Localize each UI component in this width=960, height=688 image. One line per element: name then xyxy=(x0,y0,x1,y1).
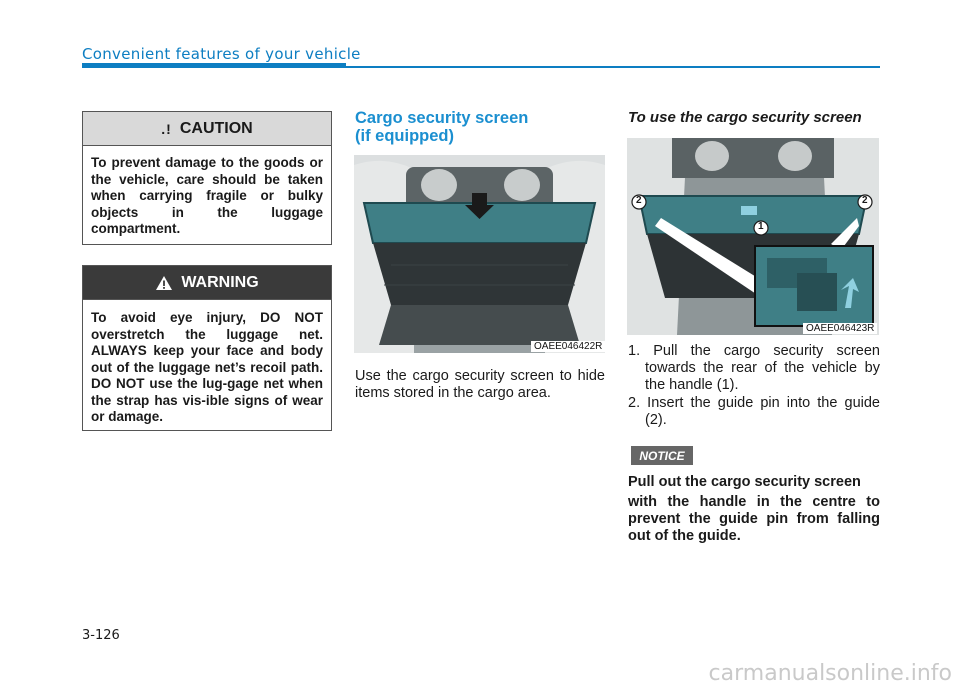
warning-triangle-icon xyxy=(155,275,173,291)
notice-badge: NOTICE xyxy=(631,446,693,465)
cargo-area-illustration xyxy=(354,155,605,353)
figure-code: OAEE046422R xyxy=(531,341,605,352)
warning-text: To avoid eye injury, DO NOT overstretch the luggage net. ALWAYS keep your face and body out of the luggage net’s recoil path. DO NOT use the lug-gage net when the strap has vis-ible signs of wear or damage. xyxy=(91,310,323,424)
caution-icon: .! xyxy=(161,120,172,137)
header-rule-thin xyxy=(346,66,880,68)
section-title: Cargo security screen (if equipped) xyxy=(355,109,529,145)
notice-line-1: Pull out the cargo security screen xyxy=(628,474,861,490)
step-2: 2. Insert the guide pin into the guide (2). xyxy=(628,395,880,428)
callout-1: 1 xyxy=(758,221,764,232)
usage-photo xyxy=(627,138,879,335)
section-body: Use the cargo security screen to hide items stored in the cargo area. xyxy=(355,368,605,401)
callout-2-right: 2 xyxy=(862,195,868,206)
warning-box xyxy=(82,265,332,431)
warning-header xyxy=(83,266,331,300)
warning-label: WARNING xyxy=(181,273,259,291)
usage-illustration xyxy=(627,138,879,335)
header-rule-thick xyxy=(82,63,346,68)
cargo-screen-photo xyxy=(354,155,605,353)
step-1: 1. Pull the cargo security screen towards the rear of the vehicle by the handle (1). xyxy=(628,343,880,393)
caution-box xyxy=(82,111,332,245)
caution-text: To prevent damage to the goods or the vehicle, care should be taken when carrying fragile or bulky objects in the luggage compartment. xyxy=(91,155,323,236)
caution-header xyxy=(83,112,331,146)
figure-code-2: OAEE046423R xyxy=(803,323,877,334)
notice-line-2: with the handle in the centre to prevent the guide pin from falling out of the guide. xyxy=(628,494,880,544)
callout-2-left: 2 xyxy=(636,195,642,206)
section-header: Convenient features of your vehicle xyxy=(82,45,361,63)
subsection-title: To use the cargo security screen xyxy=(628,109,862,126)
caution-label: CAUTION xyxy=(179,119,253,137)
page-number: 3-126 xyxy=(82,628,120,643)
watermark: carmanualsonline.info xyxy=(708,661,952,686)
